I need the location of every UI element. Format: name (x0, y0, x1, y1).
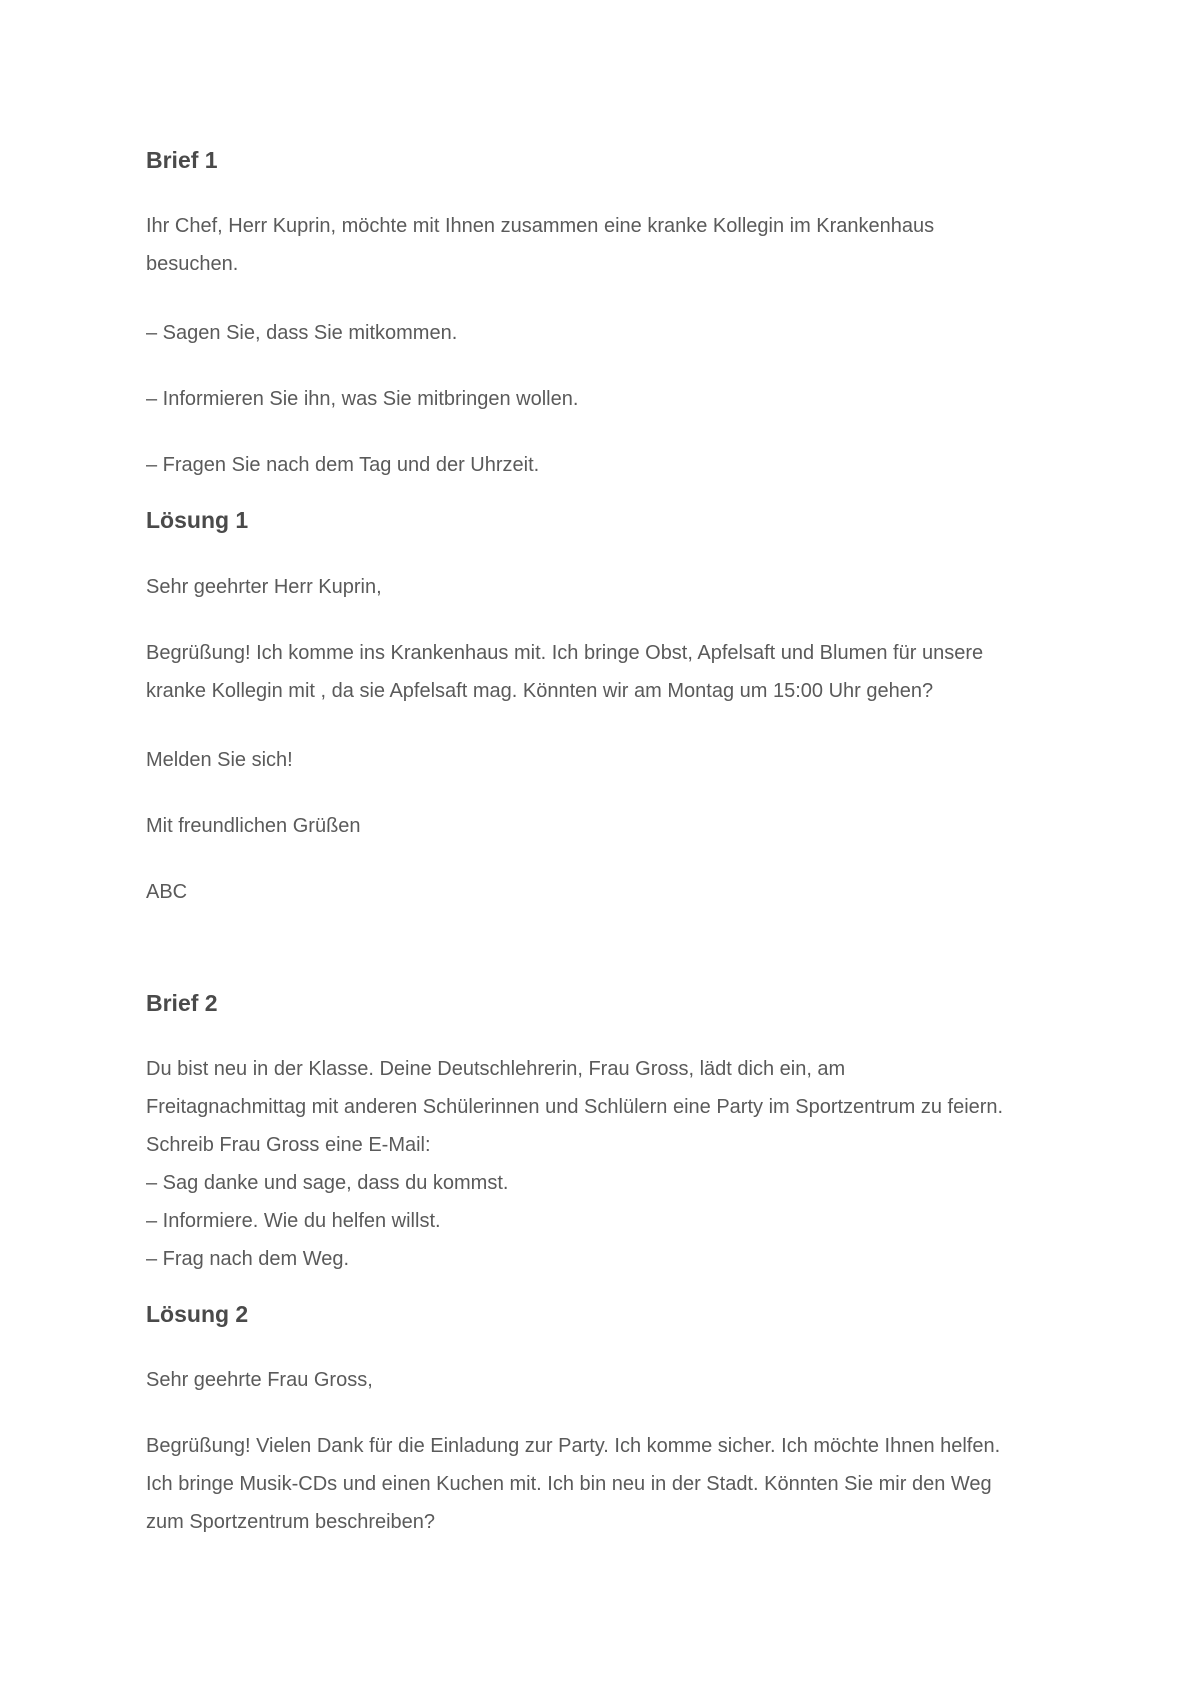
letter2-task-line: Du bist neu in der Klasse. Deine Deutschlehrerin, Frau Gross, lädt dich ein, am (146, 1058, 846, 1080)
letter1-bullet: – Informieren Sie ihn, was Sie mitbringen wollen. (146, 388, 579, 410)
solution2-body-line: zum Sportzentrum beschreiben? (146, 1511, 436, 1533)
letter2-bullet: – Frag nach dem Weg. (146, 1248, 350, 1270)
letter1-bullet: – Fragen Sie nach dem Tag und der Uhrzeit. (146, 454, 540, 476)
letter1-heading: Brief 1 (146, 147, 218, 173)
letter2-bullet: – Informiere. Wie du helfen willst. (146, 1210, 441, 1232)
letter1-task-line: Ihr Chef, Herr Kuprin, möchte mit Ihnen zusammen eine kranke Kollegin im Krankenhaus (146, 215, 935, 237)
solution2-body-line: Ich bringe Musik-CDs und einen Kuchen mit. Ich bin neu in der Stadt. Könnten Sie mir den Weg (146, 1473, 992, 1495)
letter2-task-text (146, 1050, 1086, 1278)
letter2-heading: Brief 2 (146, 990, 218, 1016)
solution1-request: Melden Sie sich! (146, 749, 293, 771)
solution1-closing: Mit freundlichen Grüßen (146, 815, 361, 837)
solution2-salutation: Sehr geehrte Frau Gross, (146, 1369, 373, 1391)
solution1-salutation: Sehr geehrter Herr Kuprin, (146, 576, 382, 598)
solution2-heading: Lösung 2 (146, 1301, 249, 1327)
letter2-task-line: Freitagnachmittag mit anderen Schülerinnen und Schlülern eine Party im Sportzentrum zu feiern. (146, 1096, 1004, 1118)
solution1-body (146, 634, 1086, 710)
letter2-bullet: – Sag danke und sage, dass du kommst. (146, 1172, 509, 1194)
solution1-heading: Lösung 1 (146, 507, 249, 533)
letter1-bullet: – Sagen Sie, dass Sie mitkommen. (146, 322, 458, 344)
solution1-body-line: Begrüßung! Ich komme ins Krankenhaus mit. Ich bringe Obst, Apfelsaft und Blumen für unsere (146, 642, 984, 664)
letter1-task-line: besuchen. (146, 253, 239, 275)
letter1-task-text (146, 207, 1086, 283)
solution1-body-line: kranke Kollegin mit , da sie Apfelsaft mag. Könnten wir am Montag um 15:00 Uhr gehen? (146, 680, 934, 702)
solution1-signature: ABC (146, 881, 188, 903)
solution2-body (146, 1427, 1086, 1541)
solution2-body-line: Begrüßung! Vielen Dank für die Einladung zur Party. Ich komme sicher. Ich möchte Ihnen helfen. (146, 1435, 1001, 1457)
letter2-task-line: Schreib Frau Gross eine E-Mail: (146, 1134, 431, 1156)
